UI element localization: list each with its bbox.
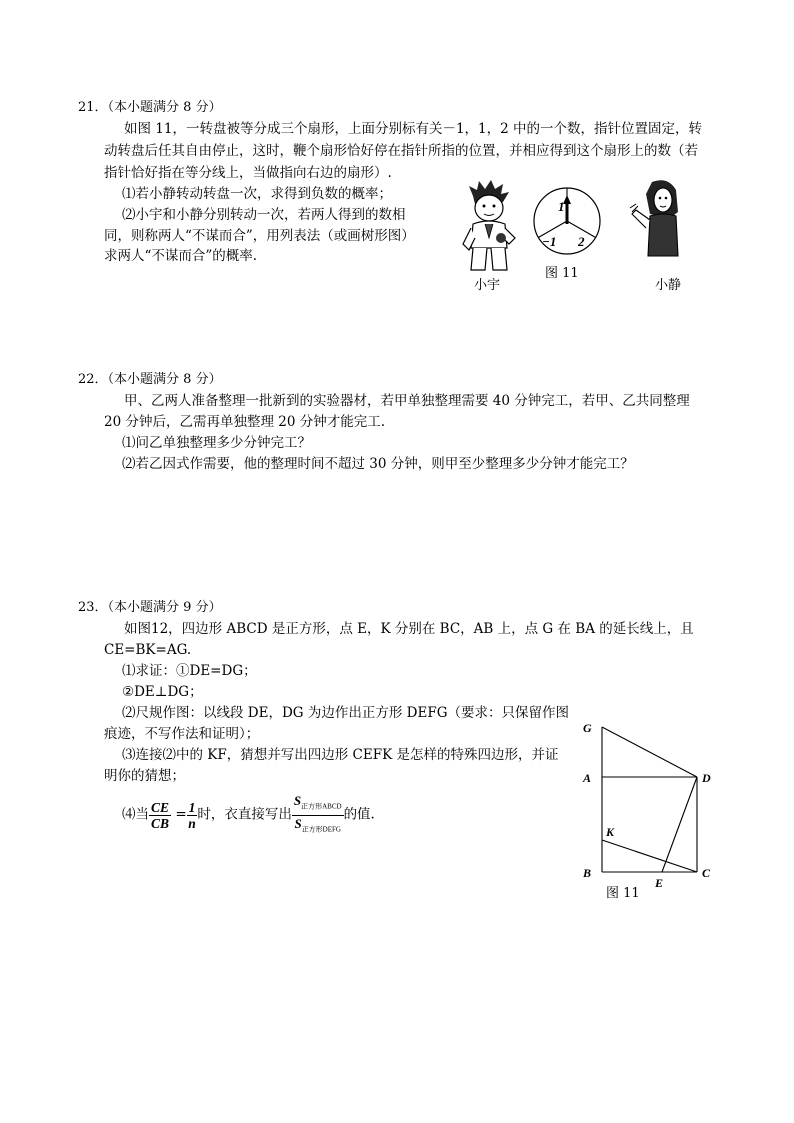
spinner-figure bbox=[532, 186, 602, 256]
q23-part3-line2: 明你的猜想； bbox=[104, 768, 185, 784]
spinner-value-2: 2 bbox=[578, 234, 585, 249]
q23-header: 23．（本小题满分 9 分） bbox=[78, 600, 222, 615]
q23-part4-suffix: 的值. bbox=[343, 806, 375, 823]
q23-part1a: ⑴求证：①DE=DG； bbox=[122, 663, 257, 679]
q21-part1: ⑴若小静转动转盘一次，求得到负数的概率； bbox=[122, 186, 392, 202]
segment-kc bbox=[602, 840, 697, 872]
q23-part4 bbox=[122, 793, 375, 837]
square-figure-caption: 图 11 bbox=[606, 886, 640, 901]
q22-text-line2: 20 分钟后，乙需再单独整理 20 分钟才能完工. bbox=[104, 414, 386, 430]
ratio-ce-cb bbox=[149, 800, 171, 831]
boy-illustration bbox=[455, 178, 525, 274]
point-label-b: B bbox=[583, 866, 592, 880]
q21-part2-line3: 求两人“不谋而合”的概率. bbox=[104, 248, 258, 264]
point-label-d: D bbox=[702, 771, 711, 785]
segment-de bbox=[662, 777, 697, 872]
spinner-value-1: 1 bbox=[558, 199, 565, 214]
area-ratio bbox=[292, 793, 344, 837]
q22-text-line1: 甲、乙两人准备整理一批新到的实验器材，若甲单独整理需要 40 分钟完工，若甲、乙共同整理 bbox=[124, 393, 690, 409]
q23-part1b: ②DE⊥DG； bbox=[122, 684, 203, 700]
q22-part1: ⑴问乙单独整理多少分钟完工？ bbox=[122, 435, 311, 451]
boy-name-label: 小宇 bbox=[474, 278, 501, 293]
point-label-k: K bbox=[606, 825, 615, 839]
q23-part3-line1: ⑶连接⑵中的 KF，猜想并写出四边形 CEFK 是怎样的特殊四边形，并证 bbox=[122, 747, 559, 763]
q23-text-line2: CE=BK=AG. bbox=[104, 642, 192, 658]
q22-header: 22．（本小题满分 8 分） bbox=[78, 372, 222, 387]
q21-text-line1: 如图 11，一转盘被等分成三个扇形，上面分别标有关－1，1，2 中的一个数，指针位置固定，转 bbox=[124, 121, 703, 137]
frac-numerator: CE bbox=[151, 799, 170, 815]
point-label-e: E bbox=[655, 876, 664, 890]
q23-part4-prefix: ⑷当 bbox=[122, 806, 149, 823]
q21-text-line3: 指针恰好指在等分线上，当做指向右边的扇形）. bbox=[104, 165, 392, 181]
square-figure bbox=[575, 715, 725, 905]
q23-part2-line2: 痕迹，不写作法和证明）； bbox=[104, 726, 260, 742]
q22-part2: ⑵若乙因式作需要，他的整理时间不超过 30 分钟，则甲至少整理多少分钟才能完工？ bbox=[122, 456, 634, 472]
segment-gd bbox=[602, 727, 697, 777]
ratio-1-n bbox=[187, 800, 198, 831]
spinner-value-neg1: −1 bbox=[542, 234, 557, 249]
q21-text-line2: 动转盘后任其自由停止，这时，鞭个扇形恰好停在指针所指的位置，并相应得到这个扇形上的数（若 bbox=[104, 143, 698, 159]
q23-text-line1: 如图12，四边形 ABCD 是正方形，点 E，K 分别在 BC，AB 上，点 G 在 BA 的延长线上，且 bbox=[124, 621, 694, 637]
q23-part2-line1: ⑵尺规作图：以线段 DE，DG 为边作出正方形 DEFG（要求：只保留作图 bbox=[122, 705, 569, 721]
q21-part2-line1: ⑵小宇和小静分别转动一次，若两人得到的数相 bbox=[122, 207, 406, 223]
frac-numerator: 1 bbox=[188, 799, 196, 815]
girl-illustration bbox=[628, 178, 690, 258]
frac-denominator: CB bbox=[151, 815, 170, 831]
frac-denominator: n bbox=[188, 815, 196, 831]
point-label-c: C bbox=[702, 866, 711, 880]
q23-part4-mid: 时，衣直接写出 bbox=[197, 806, 292, 823]
q21-part2-line2: 同，则称两人“不谋而合”，用列表法（或画树形图） bbox=[104, 228, 415, 244]
area-numerator: $S_{正方形ABCD}$ bbox=[292, 793, 344, 816]
point-label-g: G bbox=[583, 721, 592, 735]
spinner-caption: 图 11 bbox=[545, 266, 579, 281]
point-label-a: A bbox=[583, 771, 592, 785]
girl-name-label: 小静 bbox=[655, 278, 682, 293]
area-denominator: $S_{正方形DEFG}$ bbox=[294, 815, 341, 834]
equals-sign: = bbox=[175, 806, 187, 823]
q21-header: 21．（本小题满分 8 分） bbox=[78, 100, 222, 115]
